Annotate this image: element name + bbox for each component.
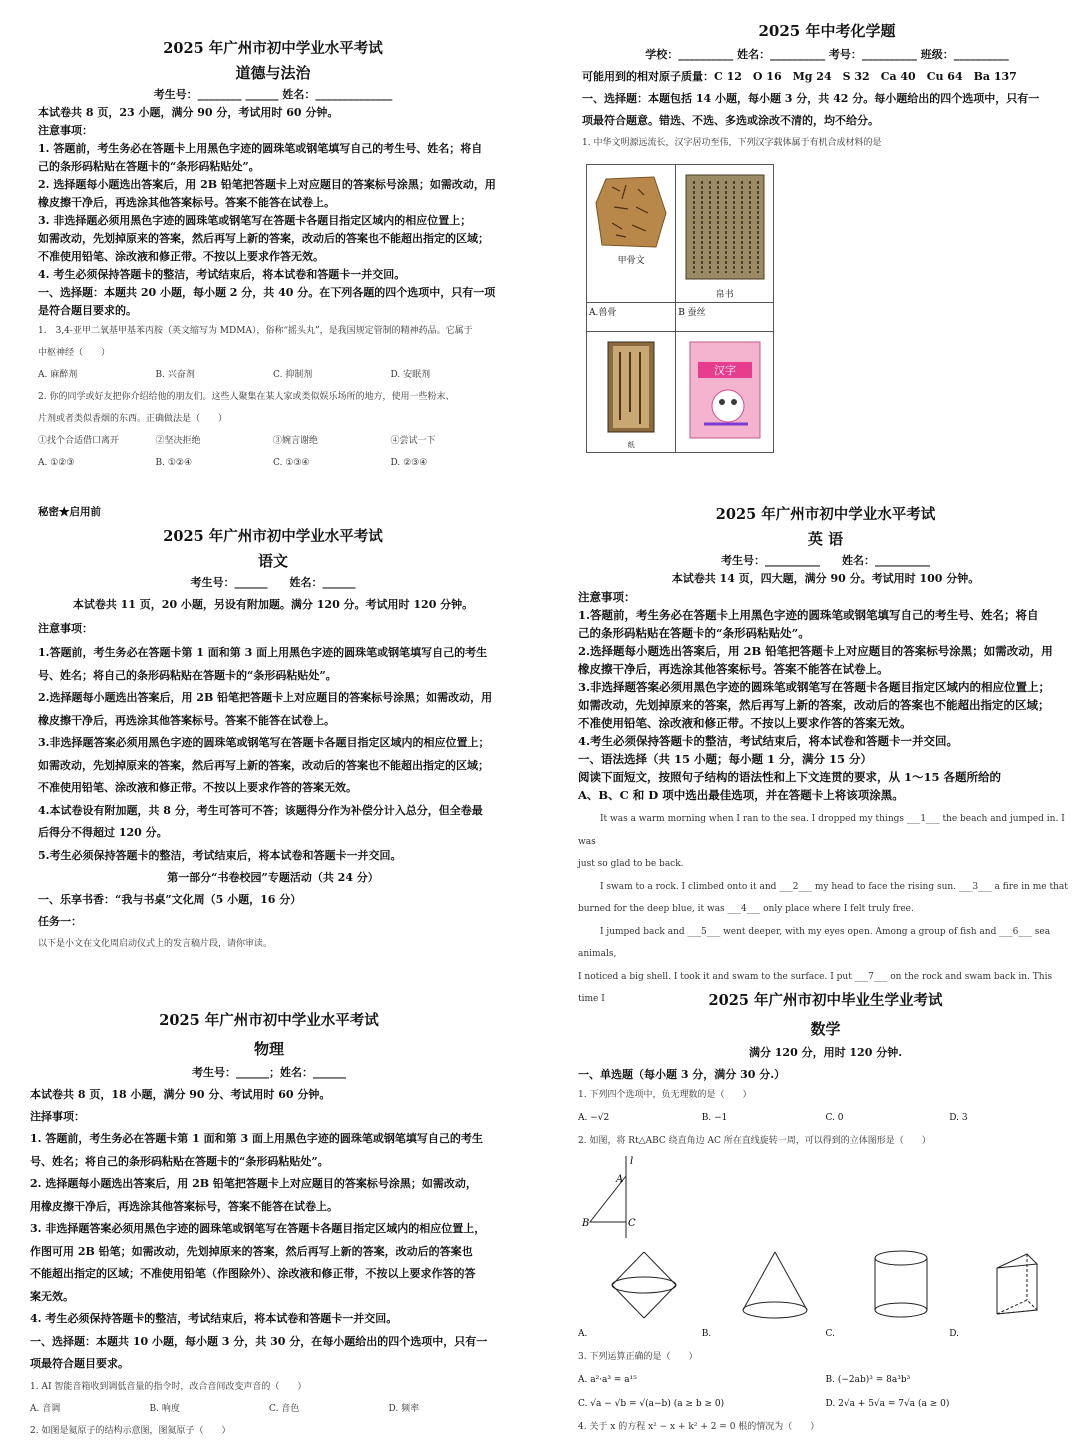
question-2: 2. 如图，将 Rt△ABC 绕直角边 AC 所在直线旋转一周，可以得到的立体图形是（ ）	[578, 1136, 931, 1146]
note-line: 后得分不得超过 120 分。	[38, 826, 168, 839]
question-4: 4. 关于 x 的方程 x² − x + k² + 2 = 0 根的情况为（ ）	[578, 1422, 820, 1432]
subject-title: 数学	[810, 1020, 841, 1038]
candidate-line: 考生号：__________ 姓名：__________	[721, 554, 930, 567]
note-line: 4.本试卷设有附加题，共 8 分，考生可答可不答；该题得分作为补偿分计入总分，但全卷最	[38, 803, 483, 817]
note-line: 4.考生必须保持答题卡的整洁，考试结束后，将本试卷和答题卡一并交回。	[578, 734, 959, 748]
note-line: 橡皮擦干净后，再选涂其他答案标号。答案不能答在试卷上。	[38, 713, 335, 727]
instructions: 阅读下面短文，按照句子结构的语法性和上下文连贯的要求，从 1～15 各题所给的	[578, 770, 1002, 784]
panel-physics	[30, 1010, 508, 1440]
notes-heading: 注择事项：	[30, 1110, 85, 1123]
question-1-options	[30, 1398, 508, 1420]
note-line: 5.考生必须保持答题卡的整洁，考试结束后，将本试卷和答题卡一并交回。	[38, 848, 402, 862]
prism-shape	[987, 1248, 1047, 1322]
section-heading: 一、语法选择（共 15 小题；每小题 1 分，满分 15 分）	[578, 752, 873, 766]
note-line: 己的条形码粘贴在答题卡的“条形码粘贴处”。	[38, 160, 260, 173]
passage-line: burned for the deep blue, it was ___4___ only place where I felt truly free.	[578, 904, 914, 914]
note-line: 橡皮擦干净后，再选涂其他答案标号。答案不能答在试卷上。	[578, 662, 889, 676]
note-line: 不能超出指定的区域；不准使用铅笔（作图除外）、涂改液和修正带，不按以上要求作答的答	[30, 1267, 476, 1280]
caption: 甲骨文	[617, 256, 645, 266]
note-line: 案无效。	[30, 1289, 74, 1303]
option: C. 0	[825, 1113, 844, 1123]
notes-heading: 注意事项：	[38, 622, 93, 635]
note-line: 不准使用铅笔、涂改液和修正带。不按以上要求作答的答案无效。	[578, 716, 912, 730]
question-1: 1. 下列四个选项中，负无理数的是（ ）	[578, 1090, 752, 1100]
option: D. 安眠剂	[390, 370, 431, 380]
exam-info: 本试卷共 11 页，20 小题，另设有附加题。满分 120 分。考试用时 120 分钟。	[72, 598, 474, 611]
cell-book-cover	[676, 332, 774, 453]
question-2-options	[38, 452, 508, 474]
candidate-line: 考生号：________ ______ 姓名：______________	[153, 88, 393, 101]
silk-book-image	[682, 173, 768, 283]
secret-mark: 秘密★启用前	[38, 506, 101, 518]
item: ④尝试一下	[390, 436, 436, 446]
option: B. ①②④	[155, 458, 193, 468]
section-heading: 一、乐享书香：“我与书桌”文化周（5 小题，16 分）	[38, 893, 302, 906]
question-2: 2. 如图是氦原子的结构示意图，图氦原子（ ）	[30, 1425, 231, 1436]
note-line: 3.非选择题答案必须用黑色字迹的圆珠笔或钢笔写在答题卡各题目指定区域内的相应位置上；	[578, 680, 1051, 694]
question-3-options-row1	[578, 1368, 1073, 1392]
book-cover-image	[688, 340, 762, 440]
option: C. ①③④	[273, 458, 310, 468]
passage-line: just so glad to be back.	[578, 859, 684, 869]
option: A.	[578, 1329, 588, 1339]
note-line: 2.选择题每小题选出答案后，用 2B 铅笔把答题卡上对应题目的答案标号涂黑；如需改动，用	[38, 691, 493, 704]
question-3: 3. 下列运算正确的是（ ）	[578, 1352, 698, 1362]
note-line: 4. 考生必须保持答题卡的整洁，考试结束后，将本试卷和答题卡一并交回。	[38, 268, 406, 281]
subject-title: 语文	[257, 552, 288, 570]
question-1: 1. AI 智能音箱收到调低音量的指令时，改合音间改变声音的（ ）	[30, 1381, 307, 1392]
note-line: 如需改动，先划掉原来的答案，然后再写上新的答案，改动后的答案也不能超出指定的区域；	[38, 758, 489, 772]
exam-info: 本试卷共 14 页，四大题，满分 90 分。考试用时 100 分钟。	[671, 572, 980, 585]
panel-math	[578, 990, 1073, 1440]
subject-title: 物理	[253, 1040, 284, 1058]
question-2: 2. 你的同学或好友把你介绍给他的朋友们。这些人聚集在某人家或类似娱乐场所的地方，使用一些粉末、	[38, 392, 455, 402]
note-line: 1. 答题前，考生务必在答题卡上用黑色字迹的圆珠笔或钢笔填写自己的考生号、姓名；将自	[38, 142, 483, 155]
cylinder-shape	[866, 1248, 936, 1322]
note-line: 如需改动，先划掉原来的答案，然后再写上新的答案，改动后的答案也不能超出指定的区域；	[38, 232, 489, 245]
exam-title: 2025 年广州市初中学业水平考试	[715, 506, 936, 523]
cover-text: 汉字	[713, 364, 736, 377]
right-triangle-figure	[582, 1152, 642, 1242]
note-line: 1. 答题前，考生务必在答题卡第 1 面和第 3 面上用黑色字迹的圆珠笔或钢笔填写自己的考生	[30, 1132, 483, 1145]
label-c: C	[628, 1218, 636, 1229]
note-line: 不准使用铅笔、涂改液和修正带。不按以上要求作答的答案无效。	[38, 781, 357, 794]
note-line: 1.答题前，考生务必在答题卡第 1 面和第 3 面上用黑色字迹的圆珠笔或钢笔填写自己的考生	[38, 646, 488, 659]
note-line: 1.答题前，考生务必在答题卡上用黑色字迹的圆珠笔或钢笔填写自己的考生号、姓名；将自	[578, 608, 1039, 622]
exam-title: 2025 年中考化学题	[758, 22, 896, 40]
option: A. ①②③	[38, 458, 75, 468]
cone-shape	[735, 1248, 815, 1322]
option: B. −1	[701, 1113, 728, 1123]
notes-list	[38, 140, 508, 284]
double-cone-shape	[604, 1248, 684, 1322]
note-line: 号、姓名；将自己的条形码粘贴在答题卡的“条形码粘贴处”。	[30, 1154, 329, 1168]
subject-title: 英 语	[807, 530, 844, 548]
exam-title: 2025 年广州市初中学业水平考试	[163, 528, 383, 545]
question-2-cont: 片剂或者类似香烟的东西。正确做法是（ ）	[38, 414, 228, 424]
passage-line: I noticed a big shell. I took it and swam to the surface. I put ___7___ on the rock and swam back in. This time I	[578, 971, 1053, 1004]
note-line: 3.非选择题答案必须用黑色字迹的圆珠笔或钢笔写在答题卡各题目指定区域内的相应位置上；	[38, 736, 490, 749]
notes-heading: 注意事项：	[578, 590, 636, 604]
section-heading-cont: 是符合题目要求的。	[38, 304, 137, 317]
question-3-options-row2	[578, 1392, 1073, 1416]
label-l: l	[630, 1156, 634, 1167]
note-line: 3. 非选择题必须用黑色字迹的圆珠笔或钢笔写在答题卡各题目指定区域内的相应位置上；	[38, 214, 472, 227]
item: ②坚决拒绝	[155, 436, 201, 446]
question-1-options	[578, 1106, 1073, 1130]
section-heading-cont: 项最符合题目要求。	[30, 1357, 129, 1370]
cell-oracle-bone	[587, 165, 676, 303]
label-b: B	[582, 1218, 590, 1229]
option: A. 麻醉剂	[38, 370, 78, 380]
option: D. 3	[949, 1113, 968, 1123]
passage-line: It was a warm morning when I ran to the sea. I dropped my things ___1___ the beach and jumped in. I was	[578, 814, 1065, 847]
item: ①找个合适借口离开	[38, 436, 120, 446]
reading-passage	[578, 808, 1073, 1011]
passage-line: I swam to a rock. I climbed onto it and ___2___ my head to face the rising sun. ___3___ a fire in me that	[600, 881, 1068, 892]
atomic-masses: 可能用到的相对原子质量：C 12 O 16 Mg 24 S 32 Ca 40 Cu 64 Ba 137	[582, 70, 1017, 83]
exam-info: 本试卷共 8 页，18 小题，满分 90 分、考试用时 60 分钟。	[30, 1088, 331, 1101]
caption: 帛书	[715, 290, 734, 300]
solid-options	[578, 1248, 1073, 1322]
exam-title: 2025 年广州市初中学业水平考试	[163, 40, 383, 57]
options-table	[586, 164, 774, 453]
question-2-items	[38, 430, 508, 452]
option: B. 响度	[149, 1403, 180, 1414]
candidate-line: 考生号：______；姓名：______	[192, 1066, 346, 1079]
option: B.	[701, 1329, 712, 1339]
fields-line: 学校：__________ 姓名：__________ 考号：__________ 班级：__________	[645, 48, 1009, 61]
note-line: 3. 非选择题答案必须用黑色字迹的圆珠笔或钢笔写在答题卡各题目指定区域内的相应位置上，	[30, 1222, 486, 1235]
note-line: 用橡皮擦干净后，再选涂其他答案标号，答案不能答在试卷上。	[30, 1199, 338, 1213]
passage-line: I jumped back and ___5___ went deeper, with my eyes open. Among a group of fish and ___6___ sea animals,	[578, 926, 1051, 959]
cell-silk-book	[676, 165, 774, 303]
note-line: 号、姓名；将自己的条形码粘贴在答题卡的“条形码粘贴处”。	[38, 668, 337, 682]
calligraphy-scroll-image	[604, 340, 658, 436]
option-a: A.兽骨	[587, 303, 676, 332]
section-heading-cont: 项最符合题意。错选、不选、多选或涂改不清的，均不给分。	[582, 114, 879, 127]
option: A. a²·a³ = a¹⁵	[578, 1375, 637, 1385]
option: B. 兴奋剂	[155, 370, 195, 380]
note-line: 不准使用铅笔、涂改液和修正带。不按以上要求作答无效。	[38, 250, 324, 263]
cell-calligraphy	[587, 332, 676, 453]
question-1: 1. 3,4-亚甲二氧基甲基苯丙胺（英文缩写为 MDMA），俗称“摇头丸”，是我国规定管制的精神药品。它属于	[38, 326, 473, 336]
note-line: 作图可用 2B 铅笔；如需改动，先划掉原来的答案，然后再写上新的答案，改动后的答案也	[30, 1244, 473, 1258]
note-line: 如需改动，先划掉原来的答案，然后再写上新的答案，改动后的答案也不能超出指定的区域；	[578, 698, 1050, 712]
section-heading: 一、单选题（每小题 3 分，满分 30 分.）	[578, 1068, 786, 1081]
question-1: 1. 中华文明源远流长，汉字居功至伟，下列汉字载体属于有机合成材料的是	[582, 138, 882, 148]
part-heading: 第一部分“书卷校园”专题活动（共 24 分）	[167, 871, 379, 884]
panel-chinese	[38, 504, 508, 954]
label-a: A	[616, 1174, 624, 1185]
task-heading: 任务一：	[38, 915, 82, 928]
section-heading: 一、选择题：本题包括 14 小题，每小题 3 分，共 42 分。每小题给出的四个选项中，只有一	[582, 92, 1040, 105]
question-1-options	[38, 364, 508, 386]
question-1-cont: 中枢神经（ ）	[38, 348, 111, 358]
option: A. −√2	[578, 1113, 610, 1123]
panel-morality-law	[38, 38, 508, 478]
exam-title: 2025 年广州市初中学业水平考试	[159, 1012, 379, 1029]
oracle-bone-image	[592, 173, 670, 249]
option: C. 音色	[269, 1403, 300, 1414]
notes-list	[30, 1128, 508, 1331]
option: D.	[949, 1329, 960, 1339]
exam-info: 本试卷共 8 页，23 小题，满分 90 分，考试用时 60 分钟。	[38, 106, 339, 119]
subject-title: 道德与法治	[235, 64, 311, 82]
note-line: 4. 考生必须保持答题卡的整洁，考试结束后，将本试卷和答题卡一并交回。	[30, 1312, 398, 1325]
section-heading: 一、选择题：本题共 10 小题，每小题 3 分，共 30 分，在每小题给出的四个选项中，只有一	[30, 1334, 488, 1348]
option: C. √a − √b = √(a−b) (a ≥ b ≥ 0)	[578, 1399, 725, 1409]
note-line: 2. 选择题每小题选出答案后，用 2B 铅笔把答题卡上对应题目的答案标号涂黑；如需改动，用	[38, 178, 496, 191]
item: ③婉言谢绝	[273, 436, 319, 446]
note-line: 2. 选择题每小题选出答案后，用 2B 铅笔把答题卡上对应题目的答案标号涂黑；如需改动，	[30, 1177, 477, 1190]
option: D. 频率	[388, 1403, 420, 1414]
candidate-line: 考生号：______ 姓名：______	[190, 576, 356, 589]
option: D. ②③④	[390, 458, 428, 468]
option-b: B 蚕丝	[676, 303, 774, 332]
exam-info: 满分 120 分，用时 120 分钟.	[748, 1046, 903, 1059]
notes-list	[38, 642, 508, 867]
notes-list	[578, 606, 1073, 750]
option: D. 2√a + 5√a = 7√a (a ≥ 0)	[825, 1399, 950, 1409]
option: C. 抑制剂	[273, 370, 313, 380]
instructions-cont: A、B、C 和 D 项中选出最佳选项，并在答题卡上将该项涂黑。	[578, 788, 904, 802]
question-2-options	[578, 1322, 1073, 1346]
caption: 纸	[627, 441, 635, 449]
option: A. 音调	[30, 1403, 61, 1414]
option: B. (−2ab)³ = 8a³b³	[825, 1375, 911, 1385]
exam-title: 2025 年广州市初中毕业生学业考试	[708, 992, 943, 1009]
note-line: 橡皮擦干净后，再选涂其他答案标号。答案不能答在试卷上。	[38, 196, 335, 209]
note-line: 2.选择题每小题选出答案后，用 2B 铅笔把答题卡上对应题目的答案标号涂黑；如需改动，用	[578, 644, 1053, 658]
option: C.	[825, 1329, 835, 1339]
panel-chemistry	[582, 20, 1072, 480]
notes-heading: 注意事项：	[38, 124, 93, 137]
note-line: 己的条形码粘贴在答题卡的“条形码粘贴处”。	[578, 626, 810, 640]
task-description: 以下是小文在文化周启动仪式上的发言稿片段，请你审读。	[38, 939, 273, 949]
section-heading: 一、选择题：本题共 20 小题，每小题 2 分，共 40 分。在下列各题的四个选项中，只有一项	[38, 286, 496, 299]
